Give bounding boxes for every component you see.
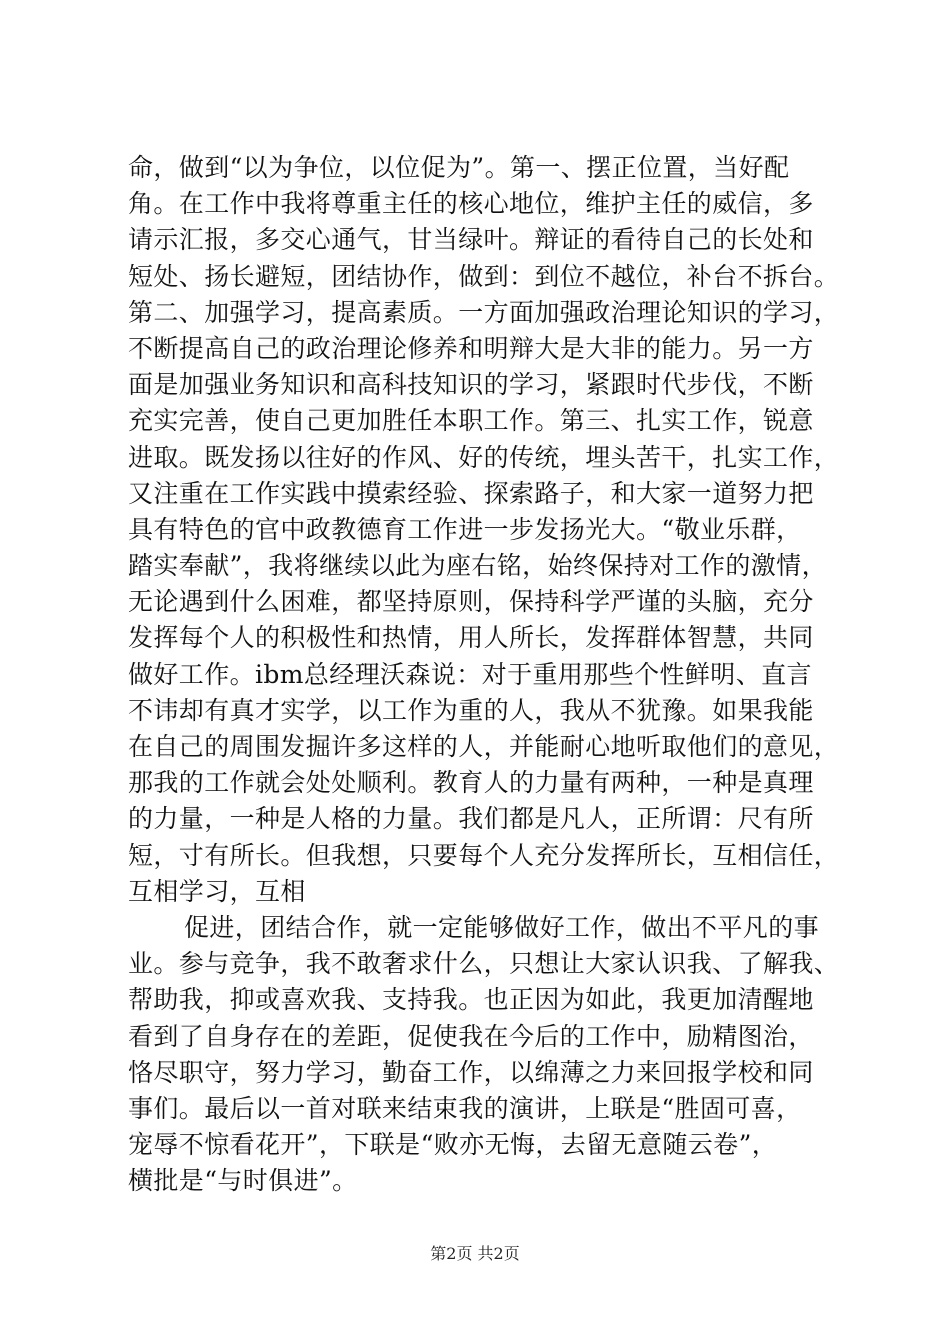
text-line: 进取。既发扬以往好的作风、好的传统，埋头苦干，扎实工作， [128,442,840,472]
text-line: 恪尽职守，努力学习，勤奋工作，以绵薄之力来回报学校和同 [128,1057,814,1087]
text-line: 短，寸有所长。但我想，只要每个人充分发挥所长，互相信任， [128,840,840,870]
text-line: 面是加强业务知识和高科技知识的学习，紧跟时代步伐，不断 [128,370,814,400]
text-line: 互相学习，互相 [128,876,306,906]
text-line: 帮助我，抑或喜欢我、支持我。也正因为如此，我更加清醒地 [128,985,814,1015]
paragraph-1 [128,150,840,910]
page-number-footer: 第2页 共2页 [430,1244,520,1263]
text-line: 促进，团结合作，就一定能够做好工作，做出不平凡的事 [184,912,820,942]
text-line: 那我的工作就会处处顺利。教育人的力量有两种，一种是真理 [128,768,814,798]
text-line: 请示汇报，多交心通气，甘当绿叶。辩证的看待自己的长处和 [128,225,814,255]
text-line: 发挥每个人的积极性和热情，用人所长，发挥群体智慧，共同 [128,623,814,653]
text-line: 具有特色的官中政教德育工作进一步发扬光大。“敬业乐群， [128,514,802,544]
text-line: 的力量，一种是人格的力量。我们都是凡人，正所谓：尺有所 [128,804,814,834]
text-line: 踏实奉献”，我将继续以此为座右铭，始终保持对工作的激情， [128,551,827,581]
text-line: 宠辱不惊看花开”，下联是“败亦无悔，去留无意随云卷”， [128,1130,778,1160]
text-line: 短处、扬长避短，团结协作，做到：到位不越位，补台不拆台。 [128,261,840,291]
text-line: 角。在工作中我将尊重主任的核心地位，维护主任的威信，多 [128,189,814,219]
text-line: 事们。最后以一首对联来结束我的演讲，上联是“胜固可喜， [128,1093,802,1123]
text-line: 横批是“与时俱进”。 [128,1166,358,1196]
text-line: 又注重在工作实践中摸索经验、探索路子，和大家一道努力把 [128,478,814,508]
text-line: 不断提高自己的政治理论修养和明辩大是大非的能力。另一方 [128,333,814,363]
text-line: 充实完善，使自己更加胜任本职工作。第三、扎实工作，锐意 [128,406,814,436]
text-line: 在自己的周围发掘许多这样的人，并能耐心地听取他们的意见， [128,732,840,761]
text-line: 看到了自身存在的差距，促使我在今后的工作中，励精图治， [128,1021,814,1051]
text-line: 不讳却有真才实学，以工作为重的人，我从不犹豫。如果我能 [128,695,814,725]
text-line: 第二、加强学习，提高素质。一方面加强政治理论知识的学习， [128,297,840,327]
paragraph-2 [128,910,840,1200]
text-line: 做好工作。ibm总经理沃森说：对于重用那些个性鲜明、直言 [128,659,812,689]
text-line: 无论遇到什么困难，都坚持原则，保持科学严谨的头脑，充分 [128,587,814,617]
document-body [128,150,840,1199]
text-line: 命，做到“以为争位，以位促为”。第一、摆正位置，当好配 [128,153,790,182]
text-line: 业。参与竞争，我不敢奢求什么，只想让大家认识我、了解我、 [128,949,840,979]
